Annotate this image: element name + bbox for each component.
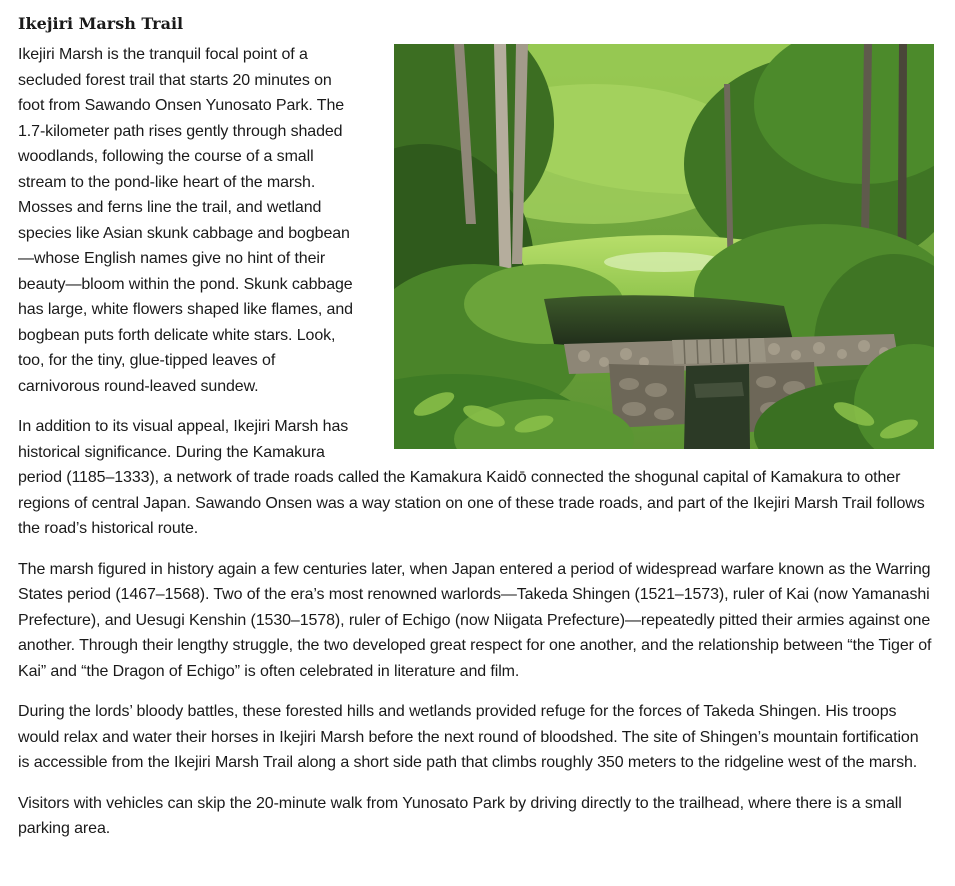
article-title: Ikejiri Marsh Trail [18, 14, 184, 33]
marsh-trail-photo [394, 44, 934, 449]
article-paragraph: Ikejiri Marsh is the tranquil focal point of a secluded forest trail that starts 20 minutes on foot from Sawando Onsen Yunosato Park. The 1.7-kilometer path rises gently through shaded woodlands, following the course of a small stream to the pond-like heart of the marsh. Mosses and ferns line the trail, and wetland species like Asian skunk cabbage and bogbean—whose English names give no hint of their beauty—bloom within the pond. Skunk cabbage has large, white flowers shaped like flames, and bogbean puts forth delicate white stars. Look, too, for the tiny, glue-tipped leaves of carnivorous round-leaved sundew. [18, 46, 353, 395]
article [18, 12, 934, 857]
article-paragraph: In addition to its visual appeal, Ikejiri Marsh has historical significance. During the Kamakura period (1185–1333), a network of trade roads called the Kamakura Kaidō connected the shogunal capital of Kamakura to other regions of central Japan. Sawando Onsen was a way station on one of these trade roads, and part of the Ikejiri Marsh Trail follows the road’s historical route. [18, 418, 925, 537]
article-paragraph: The marsh figured in history again a few centuries later, when Japan entered a period of widespread warfare known as the Warring States period (1467–1568). Two of the era’s most renowned warlords—Takeda Shingen (1521–1573), ruler of Kai (now Yamanashi Prefecture), and Uesugi Kenshin (1530–1578), ruler of Echigo (now Niigata Prefecture)—repeatedly pitted their armies against one another. Through their lengthy struggle, the two developed great respect for one another, and the relationship between “the Tiger of Kai” and “the Dragon of Echigo” is often celebrated in literature and film. [18, 560, 932, 680]
article-paragraph: Visitors with vehicles can skip the 20-minute walk from Yunosato Park by driving directly to the trailhead, where there is a small parking area. [18, 794, 902, 837]
marsh-photo-illustration [394, 44, 934, 449]
article-paragraph: During the lords’ bloody battles, these forested hills and wetlands provided refuge for the forces of Takeda Shingen. His troops would relax and water their horses in Ikejiri Marsh before the next round of bloodshed. The site of Shingen’s mountain fortification is accessible from the Ikejiri Marsh Trail along a short side path that climbs roughly 350 meters to the ridgeline west of the marsh. [18, 703, 919, 771]
